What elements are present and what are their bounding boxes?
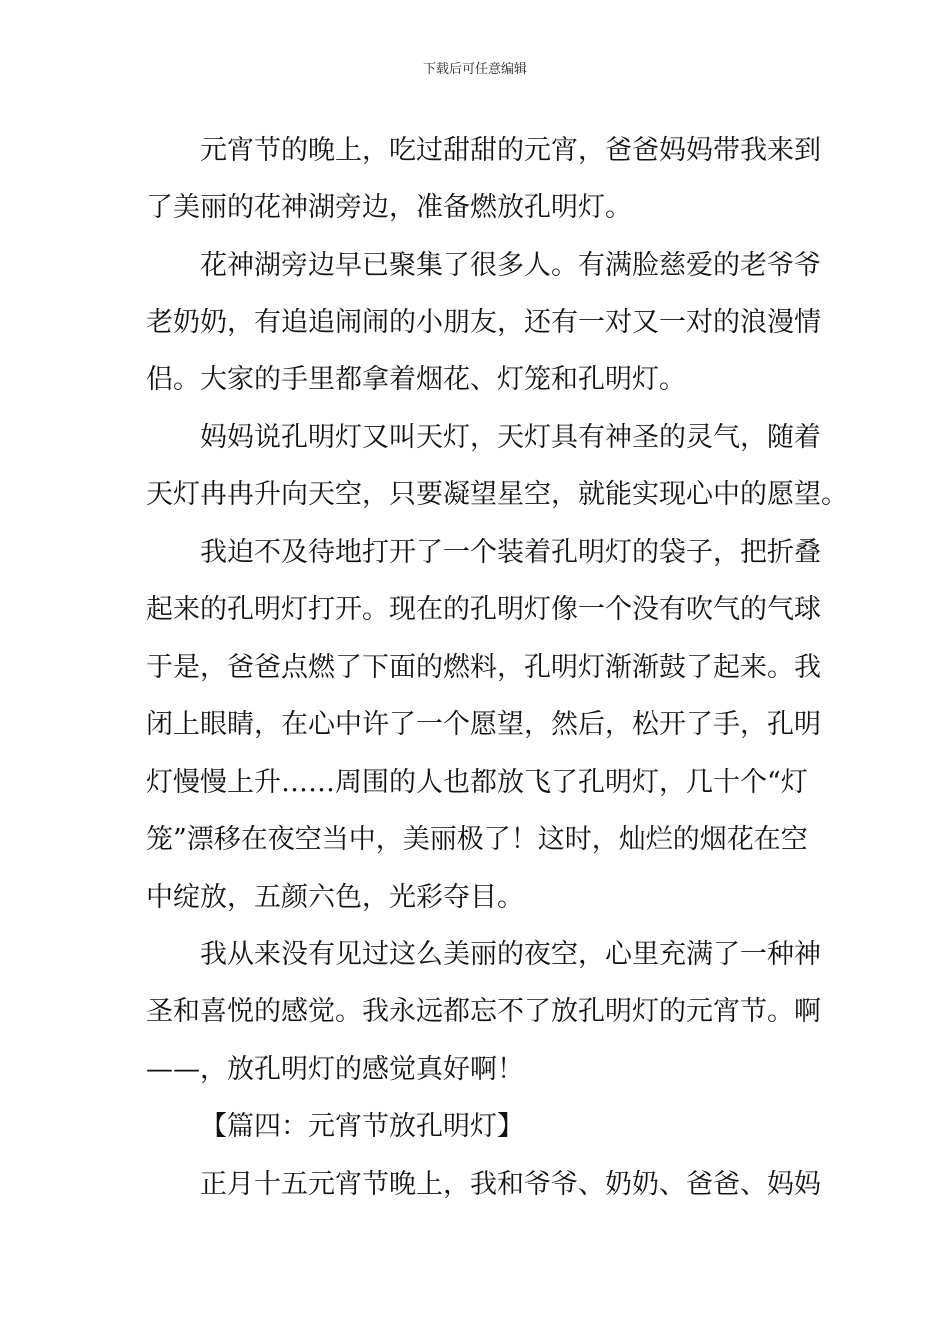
body-line: 老奶奶，有追追闹闹的小朋友，还有一对又一对的浪漫情 bbox=[146, 307, 821, 338]
body-line: 了美丽的花神湖旁边，准备燃放孔明灯。 bbox=[146, 192, 632, 223]
body-line: 灯慢慢上升……周围的人也都放飞了孔明灯，几十个“灯 bbox=[146, 767, 808, 798]
body-line: 元宵节的晚上，吃过甜甜的元宵，爸爸妈妈带我来到 bbox=[200, 135, 821, 166]
body-line: 花神湖旁边早已聚集了很多人。有满脸慈爱的老爷爷 bbox=[200, 250, 821, 281]
body-line: 妈妈说孔明灯又叫天灯，天灯具有神圣的灵气，随着 bbox=[200, 422, 821, 453]
body-line: 于是，爸爸点燃了下面的燃料，孔明灯渐渐鼓了起来。我 bbox=[146, 652, 821, 683]
body-line: 圣和喜悦的感觉。我永远都忘不了放孔明灯的元宵节。啊 bbox=[146, 996, 821, 1027]
body-line: 起来的孔明灯打开。现在的孔明灯像一个没有吹气的气球 bbox=[146, 594, 821, 625]
body-line: 我迫不及待地打开了一个装着孔明灯的袋子，把折叠 bbox=[200, 537, 821, 568]
body-line: 天灯冉冉升向天空，只要凝望星空，就能实现心中的愿望。 bbox=[146, 479, 848, 510]
body-line: 正月十五元宵节晚上，我和爷爷、奶奶、爸爸、妈妈 bbox=[200, 1169, 821, 1200]
section-heading: 【篇四：元宵节放孔明灯】 bbox=[200, 1111, 524, 1142]
body-line: ——，放孔明灯的感觉真好啊！ bbox=[146, 1054, 524, 1085]
body-line: 中绽放，五颜六色，光彩夺目。 bbox=[146, 882, 524, 913]
body-line: 笼”漂移在夜空当中，美丽极了！这时，灿烂的烟花在空 bbox=[146, 824, 808, 855]
body-line: 我从来没有见过这么美丽的夜空，心里充满了一种神 bbox=[200, 939, 821, 970]
body-line: 闭上眼睛，在心中许了一个愿望，然后，松开了手，孔明 bbox=[146, 709, 821, 740]
page-header: 下载后可任意编辑 bbox=[422, 62, 527, 77]
body-line: 侣。大家的手里都拿着烟花、灯笼和孔明灯。 bbox=[146, 364, 686, 395]
